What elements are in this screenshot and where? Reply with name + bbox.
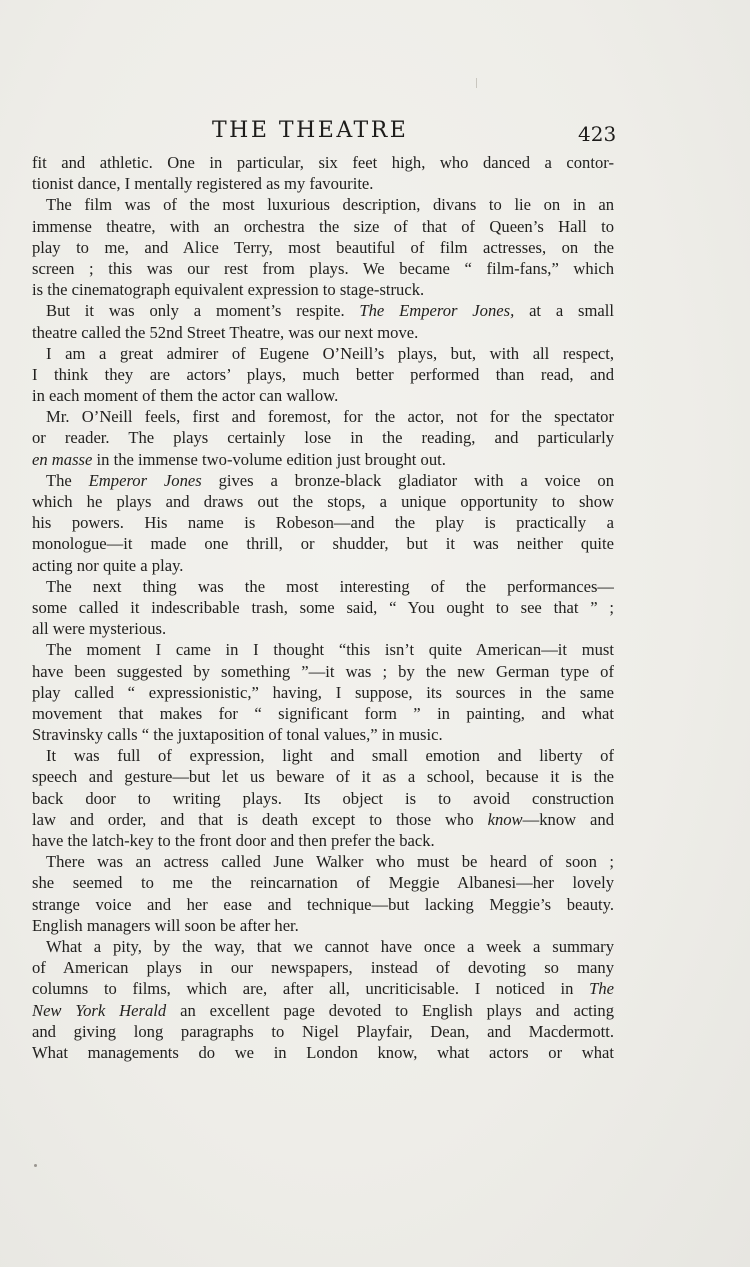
text-segment: in each moment of them the actor can wallow. [32,386,339,406]
text-line [32,216,614,237]
text-line [32,300,614,321]
text-line [32,1000,614,1021]
text-line [32,809,614,830]
text-segment: English managers will soon be after her. [32,915,299,935]
text-line [32,343,614,364]
italic-title: The Emperor Jones, [359,301,515,321]
text-segment: But it was only a moment’s respite. [46,301,360,321]
text-line [32,830,614,851]
text-line [32,597,614,618]
text-line [32,957,614,978]
text-line [32,936,614,957]
text-segment: of American plays in our newspapers, instead of devoting so many [32,958,614,978]
text-line [32,279,614,300]
text-line [32,152,614,173]
text-segment: at a small [514,301,614,321]
text-line [32,449,614,470]
text-segment: in the immense two-volume edition just brought out. [92,449,446,469]
text-segment: The film was of the most luxurious description, divans to lie on in an [46,195,614,215]
text-segment: What a pity, by the way, that we cannot have once a week a summary [46,936,614,956]
text-segment: I am a great admirer of Eugene O’Neill’s plays, but, with all respect, [46,343,614,363]
text-segment: columns to films, which are, after all, uncriticisable. I noticed in [32,979,590,999]
text-line [32,703,614,724]
text-line [32,618,614,639]
text-line [32,1042,614,1063]
page-number: 423 [578,122,617,146]
text-segment: she seemed to me the reincarnation of Meggie Albanesi—her lovely [32,873,614,893]
text-line [32,576,614,597]
text-line [32,491,614,512]
text-segment: have been suggested by something ”—it was ; by the new German type of [32,661,614,681]
running-title: THE THEATRE [212,118,409,143]
text-line [32,661,614,682]
italic-title: know [487,809,523,829]
text-segment: —know and [522,809,614,829]
text-line [32,258,614,279]
text-line [32,533,614,554]
text-segment: fit and athletic. One in particular, six feet high, who danced a contor- [32,153,614,172]
text-segment: I think they are actors’ plays, much better performed than read, and [32,364,614,384]
text-segment: monologue—it made one thrill, or shudder, but it was neither quite [32,534,614,554]
text-segment: have the latch-key to the front door and then prefer the back. [32,831,435,850]
text-line [32,1021,614,1042]
body-text [32,152,614,1063]
text-line [32,512,614,533]
italic-title: en masse [32,449,93,469]
text-segment: immense theatre, with an orchestra the size of that of Queen’s Hall to [32,216,614,236]
text-line [32,745,614,766]
text-line [32,894,614,915]
text-line [32,978,614,999]
paper-speck [476,78,477,88]
text-segment: theatre called the 52nd Street Theatre, was our next move. [32,322,419,342]
text-segment: movement that makes for “ significant form ” in painting, and what [32,703,614,723]
text-segment: back door to writing plays. Its object is to avoid construction [32,788,614,808]
text-segment: Mr. O’Neill feels, first and foremost, for the actor, not for the spectator [46,407,614,427]
text-line [32,406,614,427]
text-segment: gives a bronze-black gladiator with a voice on [201,470,614,490]
text-line [32,427,614,448]
text-segment: some called it indescribable trash, some said, “ You ought to see that ” ; [32,597,614,617]
text-line [32,788,614,809]
text-segment: acting nor quite a play. [32,555,184,575]
text-line [32,872,614,893]
text-line [32,639,614,660]
text-segment: strange voice and her ease and technique—but lacking Meggie’s beauty. [32,894,614,914]
text-segment: It was full of expression, light and small emotion and liberty of [46,746,614,766]
text-line [32,470,614,491]
text-segment: The next thing was the most interesting of the performances— [46,576,614,596]
text-line [32,364,614,385]
text-line [32,194,614,215]
text-segment: which he plays and draws out the stops, a unique opportunity to show [32,492,614,511]
text-segment: tionist dance, I mentally registered as my favourite. [32,174,374,194]
text-segment: Stravinsky calls “ the juxtaposition of tonal values,” in music. [32,725,443,745]
text-segment: or reader. The plays certainly lose in the reading, and particularly [32,428,614,448]
text-line [32,555,614,576]
text-line [32,851,614,872]
text-segment: his powers. His name is Robeson—and the play is practically a [32,513,614,533]
italic-title: New York Herald [32,1000,167,1020]
text-segment: law and order, and that is death except to those who [32,809,488,829]
text-segment: an excellent page devoted to English plays and acting [166,1000,614,1020]
paper-speck [34,1164,37,1167]
running-header [0,116,750,146]
text-line [32,237,614,258]
text-segment: speech and gesture—but let us beware of it as a school, because it is the [32,767,614,787]
text-line [32,173,614,194]
text-segment: play called “ expressionistic,” having, I suppose, its sources in the same [32,682,614,702]
text-segment: is the cinematograph equivalent expression to stage-struck. [32,280,425,300]
text-line [32,915,614,936]
text-line [32,322,614,343]
italic-title: The [589,979,614,999]
italic-title: Emperor Jones [88,470,202,490]
text-segment: play to me, and Alice Terry, most beautiful of film actresses, on the [32,237,614,257]
text-segment: There was an actress called June Walker who must be heard of soon ; [46,852,614,872]
text-line [32,682,614,703]
text-segment: and giving long paragraphs to Nigel Playfair, Dean, and Macdermott. [32,1021,614,1041]
text-segment: The moment I came in I thought “this isn’t quite American—it must [46,640,614,660]
text-segment: all were mysterious. [32,619,167,639]
text-segment: The [46,470,89,490]
text-segment: What managements do we in London know, what actors or what [32,1042,614,1062]
text-line [32,766,614,787]
text-segment: screen ; this was our rest from plays. We became “ film-fans,” which [32,258,614,278]
text-line [32,385,614,406]
text-line [32,724,614,745]
